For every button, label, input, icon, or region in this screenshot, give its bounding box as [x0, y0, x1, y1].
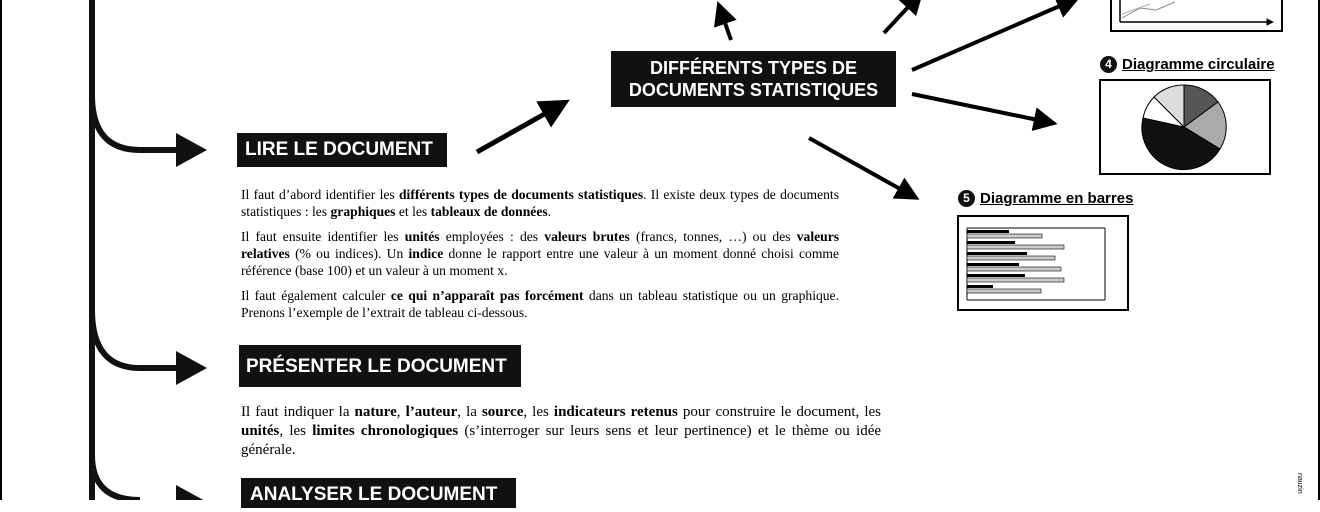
tree-bracket	[92, 0, 180, 500]
arrow-lire-to-types	[477, 112, 548, 152]
arrowhead-presenter	[176, 351, 207, 385]
lire-paragraph-3: Il faut également calculer ce qui n’apparaît pas forcément dans un tableau statistique ou un graphique. Prenons l’exemple de l’extrait de tableau ci-dessous.	[241, 288, 839, 320]
bar-chart-number-badge: 5	[958, 190, 975, 207]
lire-paragraph-1: Il faut d’abord identifier les différents types de documents statistiques. Il existe deux types de documents statistiques : les graphiques et les tableaux de données.	[241, 187, 839, 219]
pie-chart-label	[1100, 56, 1275, 73]
arrow-to-line-chart	[912, 5, 1062, 70]
pie-chart-label-text: Diagramme circulaire	[1122, 56, 1275, 73]
credit-text: nauzin	[1296, 473, 1303, 494]
line-graph-thumbnail	[1111, 0, 1282, 31]
arrowhead-analyser	[176, 485, 207, 500]
section-title-analyser: ANALYSER LE DOCUMENT	[241, 478, 516, 508]
arrow-to-bar	[809, 138, 902, 190]
pie-chart-number-badge: 4	[1100, 56, 1117, 73]
pie-chart-thumbnail	[1100, 80, 1270, 174]
bar-chart-label	[958, 190, 1133, 207]
arrow-up	[724, 20, 731, 40]
arrowhead-lire	[176, 133, 207, 167]
main-title-line2: DOCUMENTS STATISTIQUES	[628, 80, 879, 100]
main-title-box	[611, 51, 896, 107]
arrow-to-top-right	[884, 5, 910, 33]
bar-chart-label-text: Diagramme en barres	[980, 190, 1134, 207]
section-title-presenter: PRÉSENTER LE DOCUMENT	[239, 345, 521, 387]
presenter-paragraph: Il faut indiquer la nature, l’auteur, la source, les indicateurs retenus pour construire le document, les unités, les limites chronologiques (s’interroger sur leurs sens et leur pertinence) et le thème ou idée générale.	[241, 404, 882, 458]
lire-paragraph-2: Il faut ensuite identifier les unités employées : des valeurs brutes (francs, tonnes, …) ou des valeurs relatives (% ou indices). Un indice donne le rapport entre une valeur à un moment donné choisi comme référence (base 100) et un valeur à un moment x.	[241, 229, 840, 278]
main-title-line1: DIFFÉRENTS TYPES DE	[649, 58, 858, 78]
bar-chart-thumbnail	[958, 216, 1128, 310]
arrow-to-pie	[912, 94, 1038, 120]
section-title-lire: LIRE LE DOCUMENT	[237, 133, 447, 167]
